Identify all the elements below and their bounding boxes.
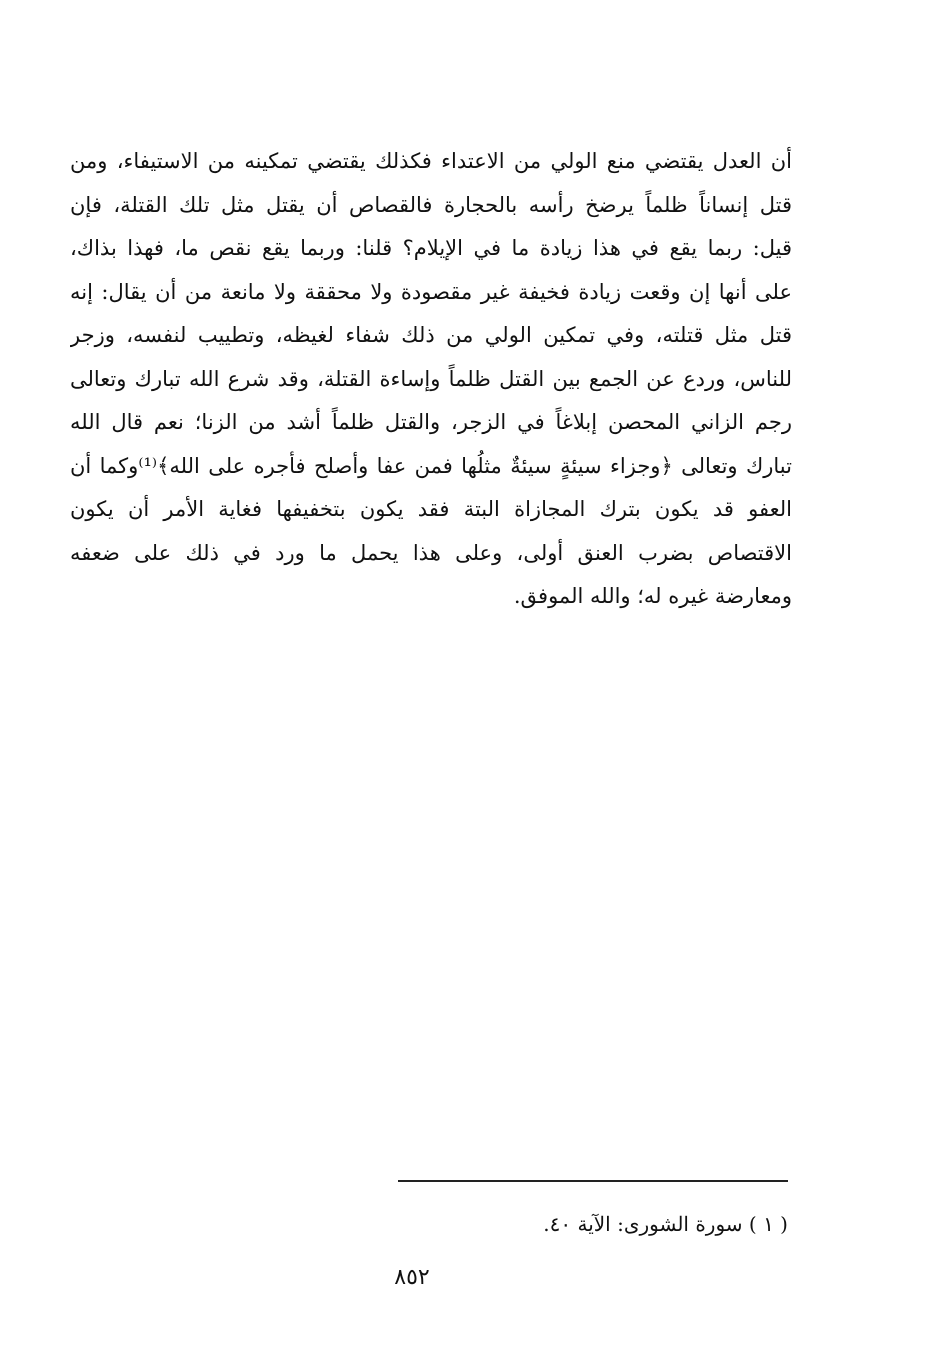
text-line-4: على أنها إن وقعت زيادة فخيفة غير مقصودة ولا محققة ولا مانعة من أن يقال: إنه	[70, 279, 792, 304]
text-line-11: ومعارضة غيره له؛ والله الموفق.	[513, 584, 792, 608]
text-line-6: للناس، وردع عن الجمع بين القتل ظلماً وإساءة القتلة، وقد شرع الله تبارك وتعالى	[70, 366, 792, 391]
footnote-1: ( ١ ) سورة الشورى: الآية ٤٠.	[543, 1212, 788, 1236]
text-line-2: قتل إنساناً ظلماً يرضخ رأسه بالحجارة فالقصاص أن يقتل مثل تلك القتلة، فإن	[70, 192, 792, 217]
text-line-7: رجم الزاني المحصن إبلاغاً في الزجر، والقتل ظلماً أشد من الزنا؛ نعم قال الله	[70, 410, 792, 434]
text-line-9: العفو قد يكون بترك المجازاة البتة فقد يكون بتخفيفها فغاية الأمر أن يكون	[70, 497, 792, 521]
page-number: ٨٥٢	[394, 1265, 430, 1290]
main-text-block	[70, 140, 792, 619]
text-line-1: أن العدل يقتضي منع الولي من الاعتداء فكذلك يقتضي تمكينه من الاستيفاء، ومن	[70, 149, 792, 173]
text-line-5: قتل مثل قتلته، وفي تمكين الولي من ذلك شفاء لغيظه، وتطييب لنفسه، وزجر	[70, 323, 792, 347]
footnote-divider	[398, 1180, 788, 1182]
text-line-10: الاقتصاص بضرب العنق أولى، وعلى هذا يحمل ما ورد في ذلك على ضعفه	[70, 540, 792, 565]
text-line-3: قيل: ربما يقع في هذا زيادة ما في الإيلام؟ قلنا: وربما يقع نقص ما، فهذا بذاك،	[70, 236, 792, 260]
text-line-8: تبارك وتعالى ﴿وجزاء سيئةٍ سيئةٌ مثلُها فمن عفا وأصلح فأجره على الله﴾⁽¹⁾وكما أن	[70, 453, 792, 478]
